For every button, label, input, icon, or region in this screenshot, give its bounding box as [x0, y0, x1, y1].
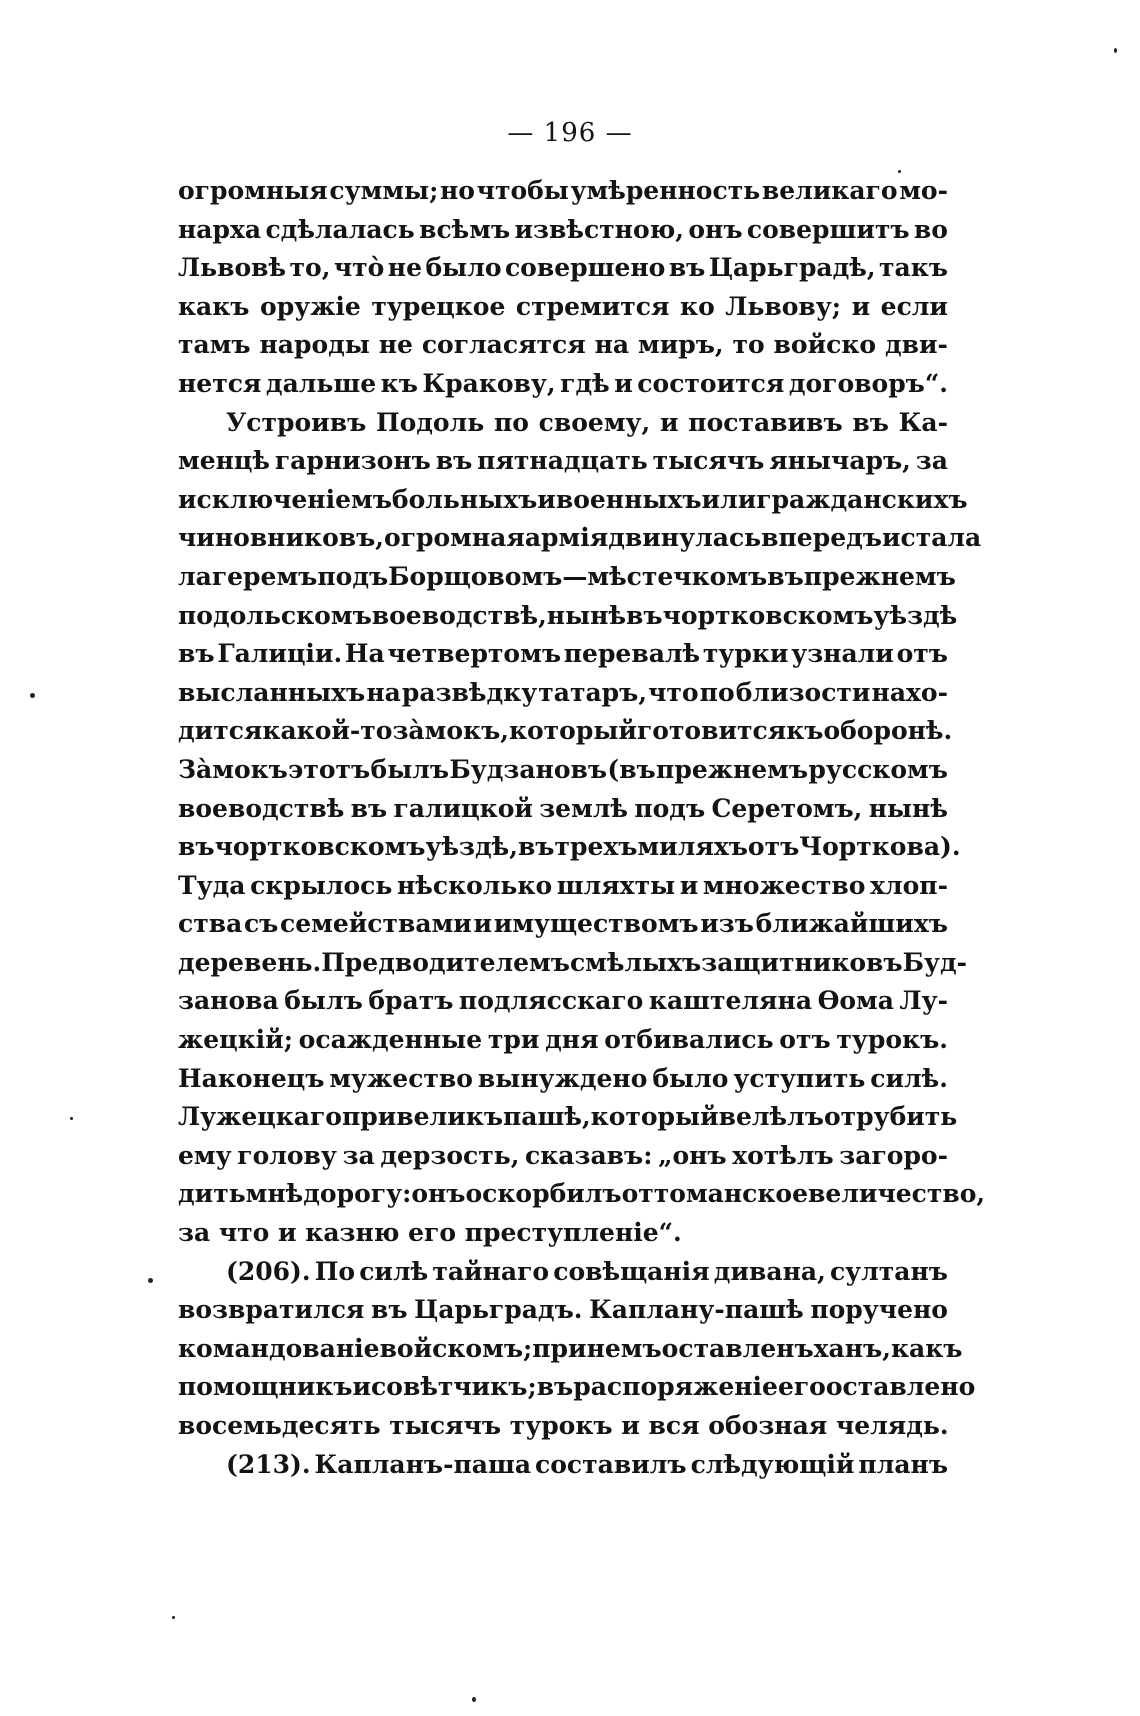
word: нется	[178, 368, 262, 398]
word: если	[880, 291, 948, 321]
word: мо-	[899, 176, 948, 205]
word: братъ	[368, 986, 454, 1016]
word: величество,	[808, 1179, 986, 1209]
word: семействами	[280, 909, 472, 939]
word: дальше	[265, 368, 377, 398]
word: „онъ	[658, 1140, 727, 1170]
word: распоряженіе	[573, 1372, 778, 1402]
word: нѣсколько	[396, 870, 553, 900]
text-line	[178, 1137, 948, 1176]
word: гарнизонъ	[274, 446, 431, 476]
word: (206).	[226, 1256, 311, 1286]
word: оскорбилъ	[465, 1179, 622, 1209]
text-line	[178, 982, 948, 1021]
word: По	[314, 1256, 356, 1286]
text-line	[178, 1330, 963, 1369]
word: смѣлыхъ	[569, 947, 702, 977]
word: узнали	[791, 639, 894, 669]
word: миръ,	[638, 330, 724, 360]
word: чиновниковъ,	[178, 523, 385, 553]
word: великаго	[761, 176, 898, 205]
word: не	[378, 330, 413, 360]
word: нынѣ	[868, 793, 948, 823]
word: на	[366, 677, 401, 707]
text-line	[178, 1291, 948, 1330]
text-line	[178, 558, 956, 597]
word: ближайшихъ	[755, 909, 948, 939]
word: воеводствѣ	[178, 793, 345, 823]
word: осажденные	[298, 1025, 483, 1055]
margin-speck	[30, 693, 35, 698]
text-line	[178, 597, 958, 636]
word: и	[881, 523, 901, 553]
word: двинулась	[608, 523, 762, 553]
word: деревень.	[178, 947, 322, 977]
word: дить	[178, 1179, 246, 1209]
text-line	[178, 1098, 958, 1137]
text-line	[178, 674, 948, 713]
word: такъ	[879, 253, 948, 283]
word: скрылось	[250, 870, 393, 900]
text-line	[178, 249, 948, 288]
word: и	[851, 291, 871, 321]
text-block	[178, 172, 986, 1484]
word: султанъ	[829, 1256, 948, 1286]
word: въ	[852, 407, 889, 437]
word: но	[440, 176, 475, 205]
word: (въ	[607, 754, 656, 784]
margin-speck	[148, 1278, 153, 1283]
word: турки	[702, 639, 789, 669]
text-line	[178, 519, 982, 558]
word: силѣ	[359, 1256, 429, 1286]
word: высланныхъ	[178, 677, 366, 707]
text-line	[178, 481, 968, 520]
word: чтобы	[476, 176, 569, 205]
word: землѣ	[539, 793, 629, 823]
word: отрубить	[823, 1102, 958, 1132]
margin-speck	[472, 1697, 476, 1702]
word: чортковскомъ	[214, 832, 426, 862]
word: хотѣлъ	[732, 1140, 834, 1170]
word: Каплану-пашѣ	[589, 1295, 804, 1325]
word: отъ	[896, 639, 948, 669]
word: нахо-	[871, 677, 948, 707]
word: возвратился	[178, 1295, 365, 1325]
word: или	[701, 484, 757, 514]
word: какой-то	[262, 716, 393, 746]
word: за	[915, 446, 948, 476]
word: отъ	[779, 1025, 831, 1055]
word: Кракову,	[422, 368, 556, 398]
word: подольскомъ	[178, 600, 372, 630]
word: —	[562, 561, 588, 591]
word: силѣ.	[870, 1063, 948, 1093]
word: войско	[773, 330, 877, 360]
word: и	[660, 407, 679, 437]
word: по	[699, 677, 735, 707]
word: мнѣ	[245, 1179, 304, 1209]
text-line	[178, 1368, 976, 1407]
word: поручено	[810, 1295, 948, 1325]
word: Будзановъ	[449, 754, 608, 784]
word: къ	[465, 1102, 503, 1132]
word: въ	[626, 600, 663, 630]
word: тамъ	[178, 330, 251, 360]
word: татаръ,	[538, 677, 648, 707]
text-line	[178, 828, 961, 867]
line-text: за что и казню его преступленіе“.	[178, 1218, 682, 1248]
word: Лу-	[899, 986, 948, 1016]
text-line	[178, 365, 948, 404]
word: подлясскаго	[458, 986, 644, 1016]
word: народы	[259, 330, 370, 360]
text-line	[178, 1175, 986, 1214]
word: поставивъ	[688, 407, 843, 437]
word: турецкое	[371, 291, 506, 321]
word: планъ	[858, 1449, 948, 1479]
word: во	[913, 214, 948, 244]
word: Туда	[178, 870, 246, 900]
word: шляхты	[556, 870, 676, 900]
word: развѣдку	[401, 677, 538, 707]
word: дня	[545, 1025, 599, 1055]
word: отбивались	[604, 1025, 774, 1055]
text-line	[178, 1021, 948, 1060]
word: три	[487, 1025, 540, 1055]
word: велѣлъ	[718, 1102, 824, 1132]
word: извѣстною,	[514, 214, 684, 244]
word: суммы;	[329, 176, 439, 205]
word: что̀	[333, 253, 385, 283]
word: военныхъ	[555, 484, 702, 514]
word: и	[679, 870, 699, 900]
word: къ	[380, 368, 418, 398]
word: (213).	[226, 1449, 311, 1479]
word: гражданскихъ	[756, 484, 968, 514]
margin-speck	[1114, 48, 1117, 53]
word: сказавъ:	[525, 1140, 653, 1170]
word: мужество	[329, 1063, 473, 1093]
word: къ	[786, 716, 824, 746]
text-line	[178, 211, 948, 250]
word: умѣренность	[570, 176, 761, 205]
word: командованіе	[178, 1333, 380, 1363]
word: отъ	[747, 832, 800, 862]
word: Устроивъ	[226, 407, 367, 437]
word: войскомъ;	[379, 1333, 533, 1363]
word: который	[590, 1102, 719, 1132]
word: составилъ	[535, 1449, 687, 1479]
word: оставлено	[825, 1372, 976, 1402]
word: по	[493, 407, 529, 437]
word: исключеніемъ	[178, 484, 392, 514]
word: въ	[767, 561, 804, 591]
word: Лужецкаго	[178, 1102, 342, 1132]
word: имуществомъ	[493, 909, 699, 939]
text-line	[178, 790, 948, 829]
word: то	[732, 330, 765, 360]
word: мѣстечкомъ	[587, 561, 768, 591]
text-line	[178, 867, 948, 906]
margin-speck	[172, 1616, 175, 1619]
word: за	[342, 1140, 375, 1170]
word: совершено	[504, 253, 666, 283]
word: голову	[237, 1140, 337, 1170]
word: своему,	[538, 407, 651, 437]
text-line	[178, 1253, 948, 1292]
word: оборонѣ.	[823, 716, 953, 746]
text-line	[178, 326, 948, 365]
word: совѣщанія	[553, 1256, 710, 1286]
word: впередъ	[761, 523, 882, 553]
word: прежнемъ	[656, 754, 809, 784]
word: жецкій;	[178, 1025, 293, 1055]
text-line	[178, 944, 967, 983]
word: За̀мокъ	[178, 754, 288, 784]
word: совѣтчикъ;	[371, 1372, 537, 1402]
word: дится	[178, 716, 263, 746]
word: за̀мокъ,	[392, 716, 509, 746]
word: подъ	[317, 561, 389, 591]
word: тайнаго	[432, 1256, 550, 1286]
word: подъ	[634, 793, 706, 823]
text-line	[178, 1214, 948, 1253]
text-line	[178, 404, 948, 443]
page-number: — 196 —	[507, 118, 633, 148]
word: и	[473, 909, 493, 939]
word: какъ	[890, 1333, 963, 1363]
word: было	[652, 1063, 729, 1093]
word: Наконецъ	[178, 1063, 325, 1093]
word: въ	[178, 639, 215, 669]
word: при	[532, 1333, 587, 1363]
word: этотъ	[288, 754, 371, 784]
word: хлоп-	[870, 870, 948, 900]
word: въ	[370, 1295, 408, 1325]
word: дерзость,	[380, 1140, 520, 1170]
word: уступить	[733, 1063, 866, 1093]
text-line	[178, 442, 948, 481]
word: въ	[668, 253, 706, 283]
word: былъ	[370, 754, 450, 784]
word: огромныя	[178, 176, 328, 205]
word: огромная	[384, 523, 525, 553]
word: какъ	[178, 291, 250, 321]
text-line	[178, 751, 948, 790]
word: галицкой	[393, 793, 533, 823]
word: пятнадцать	[477, 446, 648, 476]
word: уѣздѣ	[873, 600, 958, 630]
word: армія	[524, 523, 609, 553]
word: янычаръ,	[769, 446, 911, 476]
text-line	[178, 1060, 948, 1099]
word: каштеляна	[648, 986, 813, 1016]
word: трехъ	[554, 832, 638, 862]
text-line	[178, 288, 948, 327]
word: ства	[178, 909, 243, 939]
word: стала	[900, 523, 982, 553]
word: дивана,	[713, 1256, 826, 1286]
word: въ	[178, 832, 215, 862]
word: привели	[341, 1102, 466, 1132]
word: немъ	[586, 1333, 662, 1363]
word: Чорткова).	[799, 832, 961, 862]
word: Ѳома	[817, 986, 894, 1016]
word: русскомъ	[808, 754, 948, 784]
word: нынѣ	[546, 600, 627, 630]
word: ко	[680, 291, 715, 321]
word: стремится	[515, 291, 670, 321]
word: Львовѣ	[178, 253, 287, 283]
word: чортковскомъ	[662, 600, 874, 630]
word: и	[614, 368, 633, 398]
word: дви-	[884, 330, 948, 360]
word: Подоль	[375, 407, 485, 437]
word: изъ	[700, 909, 754, 939]
word: съ	[243, 909, 279, 939]
word: договоръ“.	[788, 368, 948, 398]
word: Царьградѣ,	[708, 253, 876, 283]
word: близости	[735, 677, 871, 707]
word: Галиціи.	[217, 639, 343, 669]
word: турокъ.	[836, 1025, 948, 1055]
word: и	[352, 1372, 372, 1402]
word: оставленъ	[661, 1333, 814, 1363]
word: пашѣ,	[503, 1102, 591, 1132]
word: нарха	[178, 214, 262, 244]
word: защитниковъ	[701, 947, 903, 977]
word: который	[508, 716, 637, 746]
word: множество	[702, 870, 866, 900]
word: прежнемъ	[803, 561, 956, 591]
word: Буд-	[902, 947, 967, 977]
word: вынуждено	[477, 1063, 648, 1093]
word: миляхъ	[637, 832, 748, 862]
word: не	[387, 253, 422, 283]
margin-speck	[898, 170, 901, 173]
word: занова	[178, 986, 279, 1016]
word: въ	[517, 832, 555, 862]
word: готовится	[636, 716, 787, 746]
word: четвертомъ	[387, 639, 561, 669]
word: онъ	[411, 1179, 466, 1209]
word: въ	[350, 793, 388, 823]
word: гдѣ	[560, 368, 610, 398]
word: На	[344, 639, 385, 669]
word: Царьградъ.	[414, 1295, 583, 1325]
word: ханъ,	[813, 1333, 891, 1363]
word: лагеремъ	[178, 561, 318, 591]
word: менцѣ	[178, 446, 270, 476]
word: сдѣлалась	[265, 214, 415, 244]
word: то,	[289, 253, 331, 283]
text-line	[178, 1407, 948, 1446]
text-line	[178, 1446, 948, 1485]
word: Предводителемъ	[321, 947, 570, 977]
word: всѣмъ	[419, 214, 511, 244]
margin-speck	[70, 1117, 73, 1120]
word: былъ	[284, 986, 363, 1016]
word: ему	[178, 1140, 232, 1170]
word: слѣдующій	[690, 1449, 855, 1479]
word: его	[777, 1372, 826, 1402]
word: Ка-	[898, 407, 948, 437]
word: совершитъ	[746, 214, 910, 244]
word: перевалѣ	[563, 639, 701, 669]
word: Борщовомъ	[388, 561, 563, 591]
line-text: восемьдесять тысячъ турокъ и вся обозная челядь.	[178, 1411, 949, 1440]
word: въ	[536, 1372, 574, 1402]
word: на	[594, 330, 630, 360]
word: воеводствѣ,	[371, 600, 547, 630]
word: въ	[435, 446, 473, 476]
word: и	[537, 484, 556, 514]
word: Капланъ-паша	[314, 1449, 532, 1479]
word: Серетомъ,	[711, 793, 863, 823]
text-line	[178, 905, 948, 944]
word: что	[648, 677, 699, 707]
word: состоится	[637, 368, 785, 398]
word: Львову;	[725, 291, 842, 321]
word: уѣздѣ,	[425, 832, 518, 862]
word: согласятся	[421, 330, 586, 360]
text-line	[178, 172, 948, 211]
word: онъ	[688, 214, 743, 244]
word: тысячъ	[652, 446, 765, 476]
text-line	[178, 635, 948, 674]
text-line	[178, 712, 953, 751]
word: было	[425, 253, 502, 283]
word: оружіе	[260, 291, 361, 321]
word: помощникъ	[178, 1372, 353, 1402]
word: оттоманское	[621, 1179, 809, 1209]
word: больныхъ	[391, 484, 538, 514]
word: дорогу:	[303, 1179, 412, 1209]
word: загоро-	[839, 1140, 948, 1170]
